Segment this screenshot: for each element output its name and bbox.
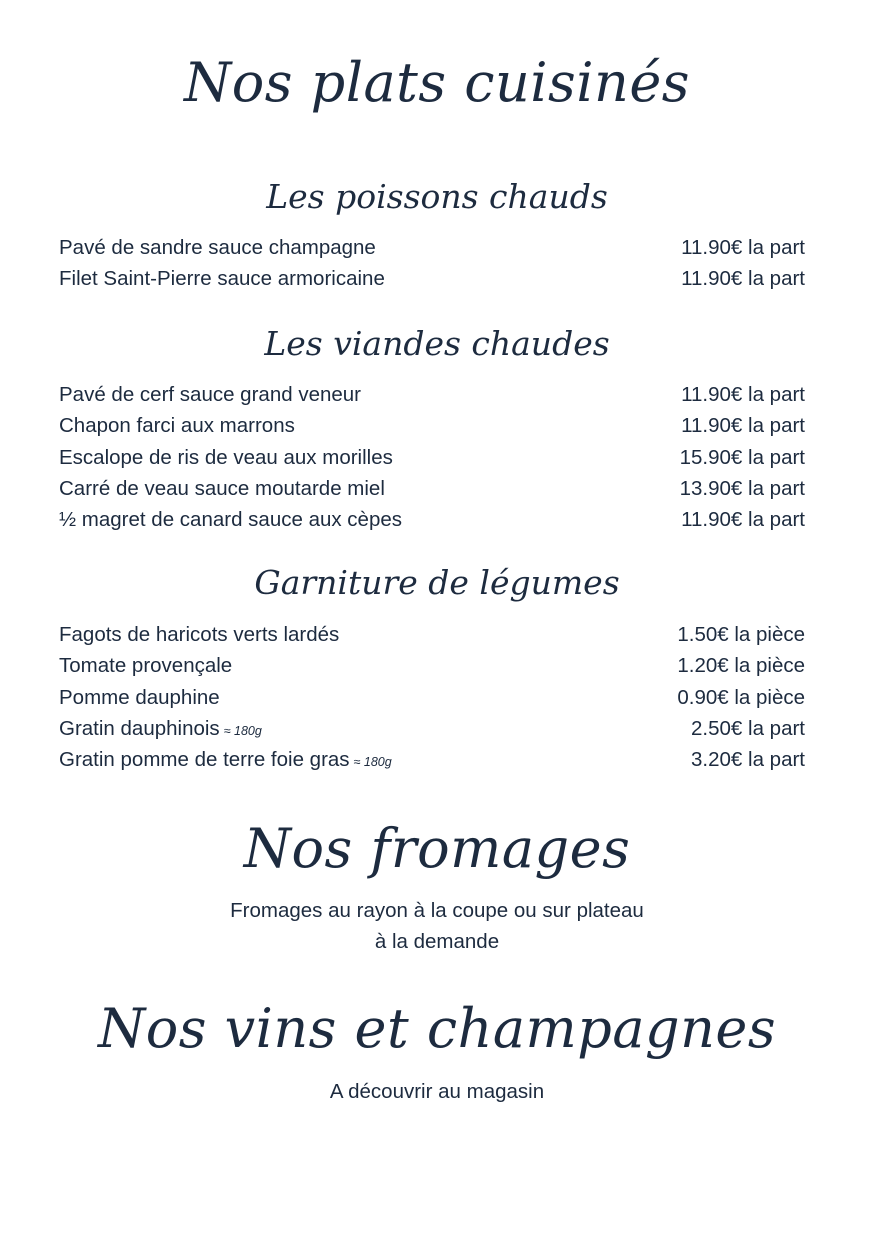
item-weight-note: ≈ 180g — [353, 755, 392, 770]
list-item — [59, 236, 805, 267]
main-title: Nos plats cuisinés — [184, 51, 690, 114]
item-name: Gratin dauphinois — [59, 716, 220, 740]
item-price: 13.90€ la part — [679, 476, 805, 500]
item-name: Chapon farci aux marrons — [59, 414, 295, 438]
item-price: 15.90€ la part — [679, 445, 805, 469]
item-price: 2.50€ la part — [691, 716, 805, 740]
item-price: 11.90€ la part — [681, 383, 805, 406]
fromages-text-line1: Fromages au rayon à la coupe ou sur plateau — [230, 899, 644, 922]
item-price: 11.90€ la part — [681, 267, 805, 291]
item-price: 11.90€ la part — [681, 236, 805, 259]
item-name: ½ magret de canard sauce aux cèpes — [59, 508, 403, 532]
item-price: 1.50€ la pièce — [677, 623, 805, 646]
item-price: 11.90€ la part — [681, 508, 805, 532]
item-price: 3.20€ la part — [691, 748, 805, 772]
list-item — [59, 383, 805, 414]
list-item — [59, 446, 805, 477]
list-item — [59, 414, 805, 445]
item-weight-note: ≈ 180g — [223, 723, 262, 738]
item-name: Tomate provençale — [59, 654, 233, 678]
section-title-viandes: Les viandes chaudes — [264, 324, 610, 363]
item-price: 11.90€ la part — [681, 414, 805, 438]
item-name: Filet Saint-Pierre sauce armoricaine — [59, 267, 385, 291]
item-name: Pavé de cerf sauce grand veneur — [59, 383, 361, 406]
items-poissons — [59, 236, 805, 299]
list-item — [59, 267, 805, 298]
list-item — [59, 654, 805, 685]
list-item — [59, 508, 805, 539]
list-item — [59, 686, 805, 717]
vins-title: Nos vins et champagnes — [97, 997, 777, 1060]
item-name: Fagots de haricots verts lardés — [59, 623, 340, 646]
item-name: Escalope de ris de veau aux morilles — [59, 445, 393, 469]
item-name: Pavé de sandre sauce champagne — [59, 236, 376, 259]
item-name: Carré de veau sauce moutarde miel — [59, 476, 385, 500]
section-title-poissons: Les poissons chauds — [266, 177, 608, 216]
fromages-title: Nos fromages — [243, 817, 631, 880]
list-item — [59, 748, 805, 779]
item-name: Gratin pomme de terre foie gras — [59, 748, 350, 772]
list-item — [59, 477, 805, 508]
vins-text: A découvrir au magasin — [329, 1080, 545, 1103]
list-item — [59, 717, 805, 748]
fromages-text-line2: à la demande — [374, 930, 500, 953]
items-viandes — [59, 383, 805, 539]
item-price: 0.90€ la pièce — [677, 685, 805, 709]
item-price: 1.20€ la pièce — [677, 654, 805, 678]
section-title-legumes: Garniture de légumes — [254, 563, 620, 602]
item-name: Pomme dauphine — [59, 685, 220, 709]
items-legumes — [59, 623, 805, 779]
list-item — [59, 623, 805, 654]
